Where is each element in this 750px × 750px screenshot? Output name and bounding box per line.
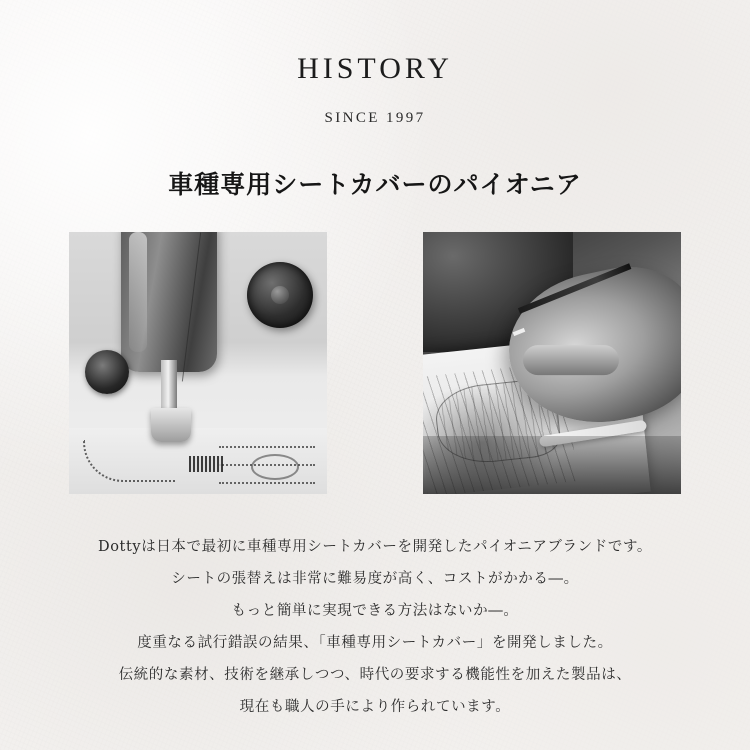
stitch-ring: [251, 454, 299, 480]
body-line: もっと簡単に実現できる方法はないか―。: [231, 603, 519, 619]
sketch-illustration: [423, 232, 681, 494]
body-line: Dottyは日本で最初に車種専用シートカバーを開発したパイオニアブランドです。: [98, 539, 652, 555]
stitch-line: [219, 446, 315, 448]
body-line: 現在も職人の手により作られています。: [239, 699, 511, 715]
sewing-machine-illustration: [69, 232, 327, 494]
hand-wheel: [247, 262, 313, 328]
body-copy: [0, 534, 750, 726]
presser-foot: [151, 408, 191, 442]
photo-row: [69, 232, 681, 494]
finger: [523, 345, 619, 375]
sketching-hand-photo: [423, 232, 681, 494]
since-subtitle: SINCE 1997: [324, 110, 426, 126]
page-title: HISTORY: [297, 52, 453, 85]
needle-bar: [161, 360, 177, 412]
machine-arm: [121, 232, 217, 372]
stitch-block: [189, 456, 223, 472]
body-line: 度重なる試行錯誤の結果、「車種専用シートカバー」を開発しました。: [137, 635, 613, 651]
machine-arm-highlight: [129, 232, 147, 352]
body-line: シートの張替えは非常に難易度が高く、コストがかかる―。: [171, 571, 579, 587]
stitch-line: [219, 482, 315, 484]
body-line: 伝統的な素材、技術を継承しつつ、時代の要求する機能性を加えた製品は、: [118, 667, 632, 683]
photo-bottom-shadow: [423, 436, 681, 494]
thread-spool: [85, 350, 129, 394]
sewing-machine-photo: [69, 232, 327, 494]
headline: 車種専用シートカバーのパイオニア: [168, 170, 582, 199]
